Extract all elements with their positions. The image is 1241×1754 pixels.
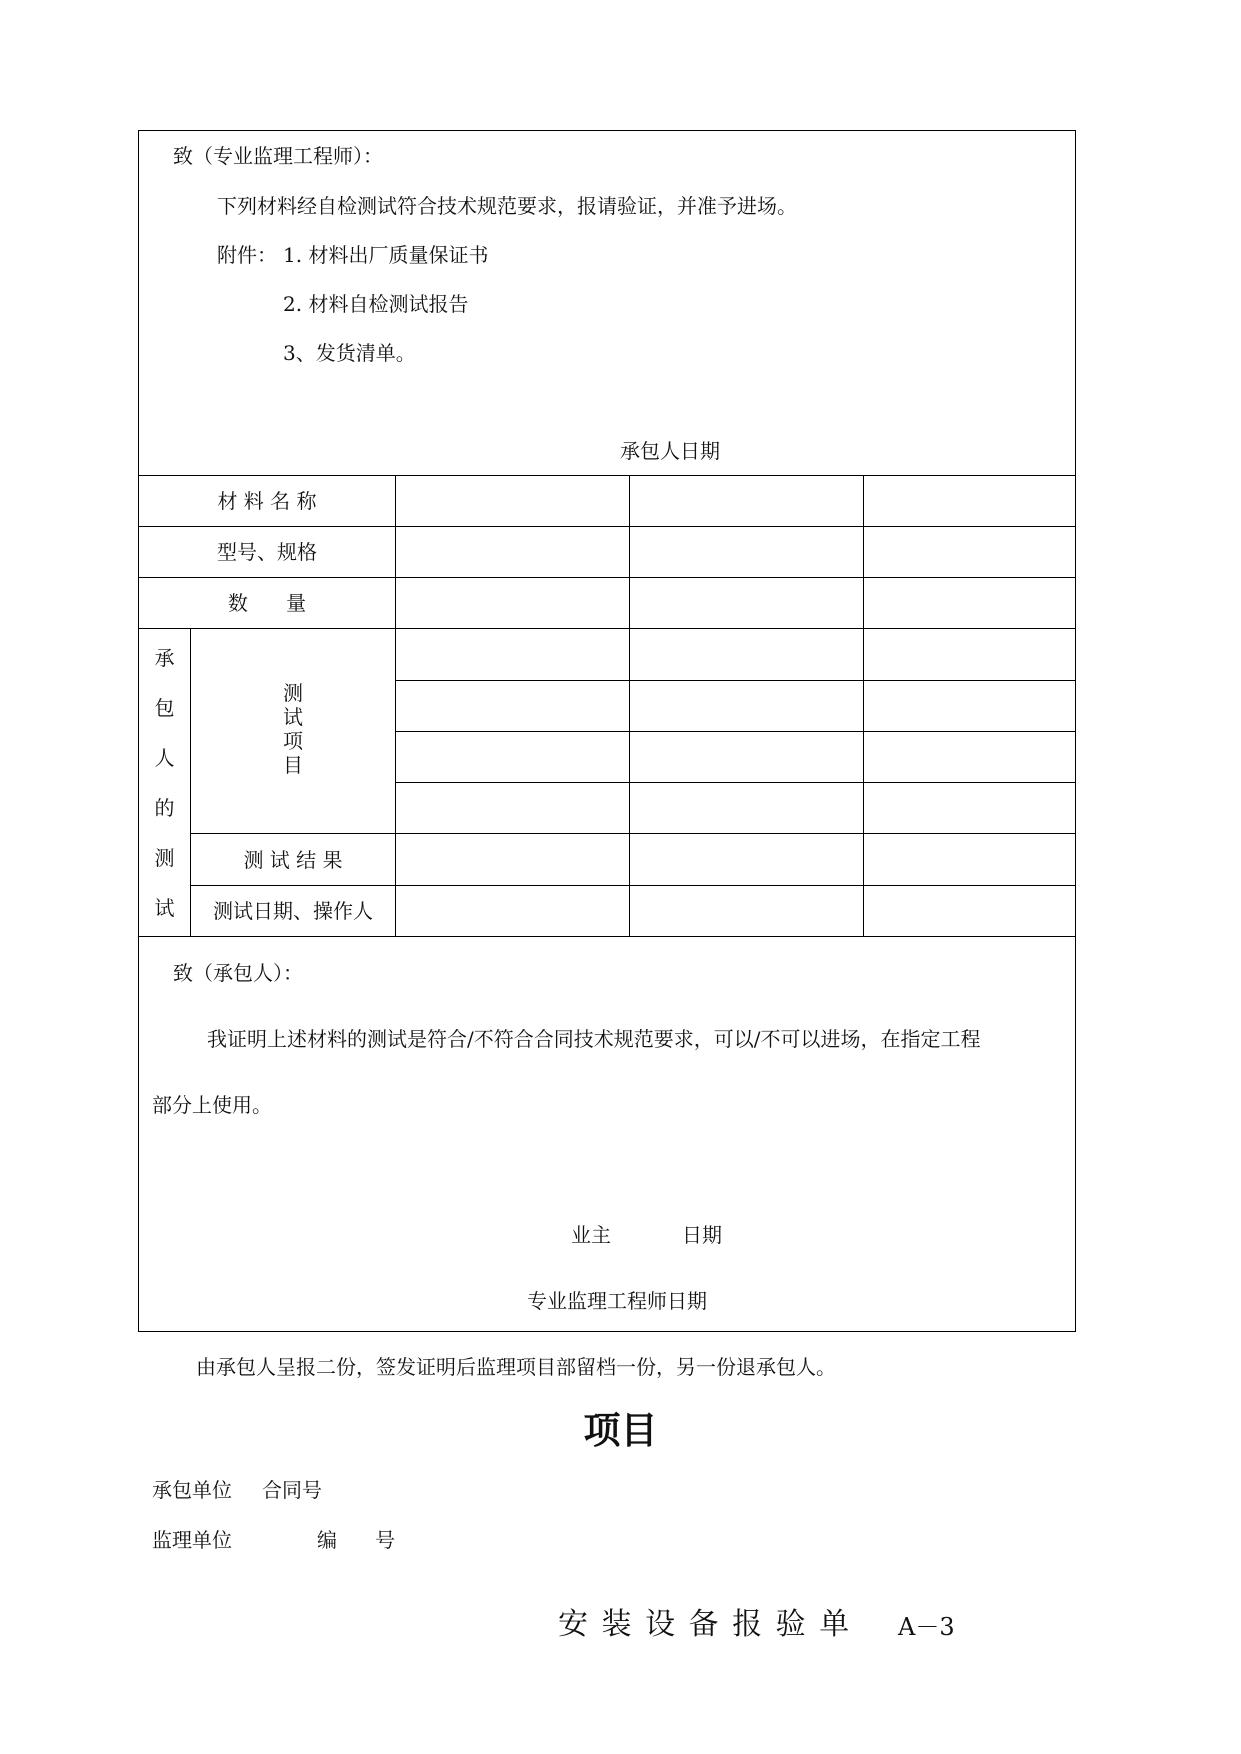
contract-no-label: 合同号	[262, 1478, 322, 1502]
table-border-bottom	[138, 1331, 1076, 1332]
serial-no-label: 编 号	[317, 1528, 396, 1552]
contractor-test-char: 测	[154, 846, 175, 870]
row-line	[138, 475, 1076, 476]
row-line	[190, 833, 1076, 834]
to-contractor: 致（承包人）：	[173, 961, 303, 985]
row-line	[138, 628, 1076, 629]
certify-line-1: 我证明上述材料的测试是符合/不符合合同技术规范要求，可以/不可以进场，在指定工程	[207, 1027, 981, 1051]
attachments-label: 附件：	[217, 243, 277, 267]
col-line	[395, 475, 396, 936]
col-line	[863, 475, 864, 936]
model-spec-label: 型号、规格	[217, 540, 317, 564]
col-line	[629, 475, 630, 936]
row-line	[395, 731, 1076, 732]
attachment-1: 1. 材料出厂质量保证书	[283, 243, 489, 267]
request-text: 下列材料经自检测试符合技术规范要求，报请验证，并准予进场。	[217, 194, 797, 218]
col-line	[190, 628, 191, 936]
table-border-top	[138, 130, 1076, 131]
submission-note: 由承包人呈报二份，签发证明后监理项目部留档一份，另一份退承包人。	[196, 1355, 836, 1379]
next-form-code: A－3	[898, 1613, 955, 1641]
quantity-label: 数 量	[227, 591, 307, 615]
contractor-test-char: 人	[154, 746, 175, 770]
project-title: 项目	[583, 1409, 658, 1452]
row-line	[138, 577, 1076, 578]
next-form-title: 安 装 设 备 报 验 单	[558, 1607, 852, 1642]
contractor-test-char: 的	[154, 796, 175, 820]
test-items-char: 测	[283, 681, 303, 705]
test-items-char: 目	[283, 753, 303, 777]
test-date-operator-label: 测试日期、操作人	[213, 899, 373, 923]
row-line	[138, 526, 1076, 527]
table-border-left	[138, 130, 139, 1332]
row-line	[138, 936, 1076, 937]
material-name-label: 材 料 名 称	[217, 489, 317, 513]
contractor-test-char: 包	[154, 696, 175, 720]
contractor-test-char: 试	[154, 896, 175, 920]
test-items-char: 项	[283, 729, 303, 753]
attachment-2: 2. 材料自检测试报告	[283, 292, 469, 316]
certify-line-2: 部分上使用。	[152, 1093, 272, 1117]
row-line	[190, 885, 1076, 886]
owner-label: 业主	[571, 1223, 611, 1247]
contractor-test-char: 承	[154, 646, 175, 670]
supervision-unit-label: 监理单位	[152, 1528, 232, 1552]
owner-date-label: 日期	[682, 1223, 722, 1247]
engineer-date-label: 专业监理工程师日期	[527, 1289, 707, 1313]
contractor-unit-label: 承包单位	[152, 1478, 232, 1502]
contractor-date: 承包人日期	[620, 439, 720, 463]
attachment-3: 3、发货清单。	[283, 341, 416, 365]
row-line	[395, 782, 1076, 783]
test-result-label: 测 试 结 果	[243, 848, 343, 872]
to-engineer: 致（专业监理工程师）：	[173, 144, 383, 168]
row-line	[395, 680, 1076, 681]
test-items-char: 试	[283, 705, 303, 729]
